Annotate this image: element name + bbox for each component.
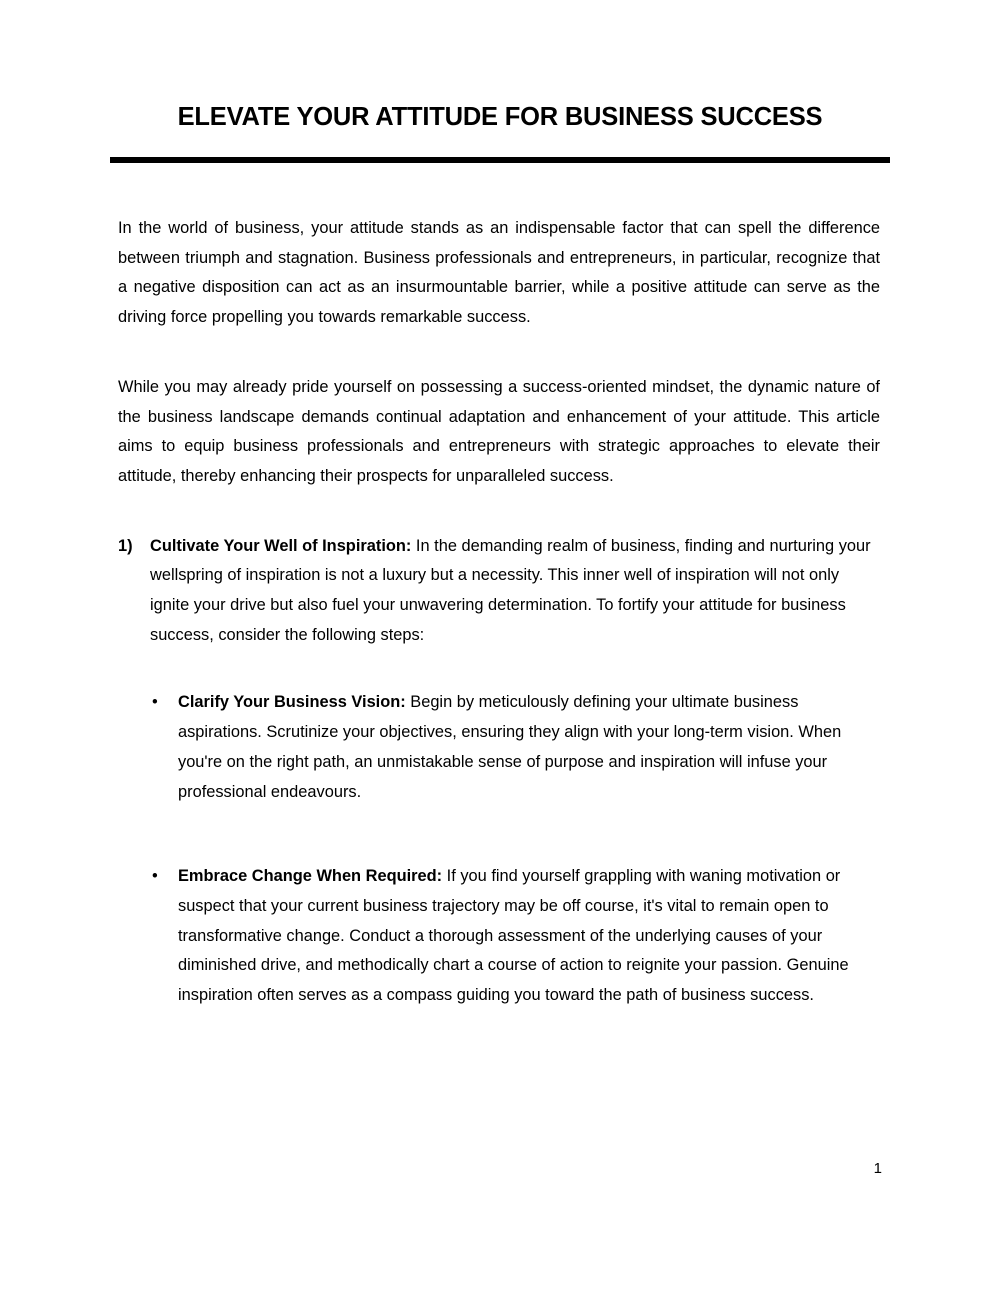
list-item (148, 688, 880, 807)
bullet-list (118, 688, 880, 1010)
numbered-list-body: In the demanding realm of business, finding and nurturing your wellspring of inspiration is not a luxury but a necessity. This inner well of inspiration will not only ignite your drive but also fuel your unwavering determination. To fortify your attitude for business success, consider the following steps: (150, 536, 871, 644)
numbered-list (118, 532, 880, 651)
numbered-list-lead: Cultivate Your Well of Inspiration: (150, 536, 412, 555)
intro-paragraph-1: In the world of business, your attitude stands as an indispensable factor that can spell the difference between triumph and stagnation. Business professionals and entrepreneurs, in particular, recognize that a negative disposition can act as an insurmountable barrier, while a positive attitude can serve as the driving force propelling you towards remarkable success. (118, 219, 880, 327)
bullet-lead: Embrace Change When Required: (178, 867, 443, 886)
intro-paragraph-2: While you may already pride yourself on possessing a success-oriented mindset, the dynamic nature of the business landscape demands continual adaptation and enhancement of your attitude. This article aims to equip business professionals and entrepreneurs with strategic approaches to elevate their attitude, thereby enhancing their prospects for unparalleled success. (118, 377, 880, 485)
bullet-text (178, 693, 841, 800)
bullet-body: Begin by meticulously defining your ultimate business aspirations. Scrutinize your objectives, ensuring they align with your long-term vision. When you're on the right path, an unmistakable sense of purpose and inspiration will infuse your professional endeavours. (178, 693, 842, 801)
bullet-lead: Clarify Your Business Vision: (178, 693, 406, 712)
numbered-list-marker: 1) (118, 536, 133, 555)
page-title: ELEVATE YOUR ATTITUDE FOR BUSINESS SUCCESS (177, 103, 823, 131)
document-body (118, 214, 880, 1011)
numbered-list-text (150, 537, 871, 644)
title-divider (110, 157, 890, 163)
bullet-point-icon: • (152, 693, 158, 712)
bullet-body: If you find yourself grappling with waning motivation or suspect that your current business trajectory may be off course, it's vital to remain open to transformative change. Conduct a thorough assessment of the underlying causes of your diminished drive, and methodically chart a course of action to reignite your passion. Genuine inspiration often serves as a compass guiding you toward the path of business success. (178, 867, 849, 1005)
numbered-list-item (118, 532, 880, 651)
bullet-point-icon: • (152, 867, 158, 886)
bullet-text (178, 867, 849, 1004)
page-number: 1 (873, 1160, 882, 1177)
list-item (148, 862, 880, 1011)
